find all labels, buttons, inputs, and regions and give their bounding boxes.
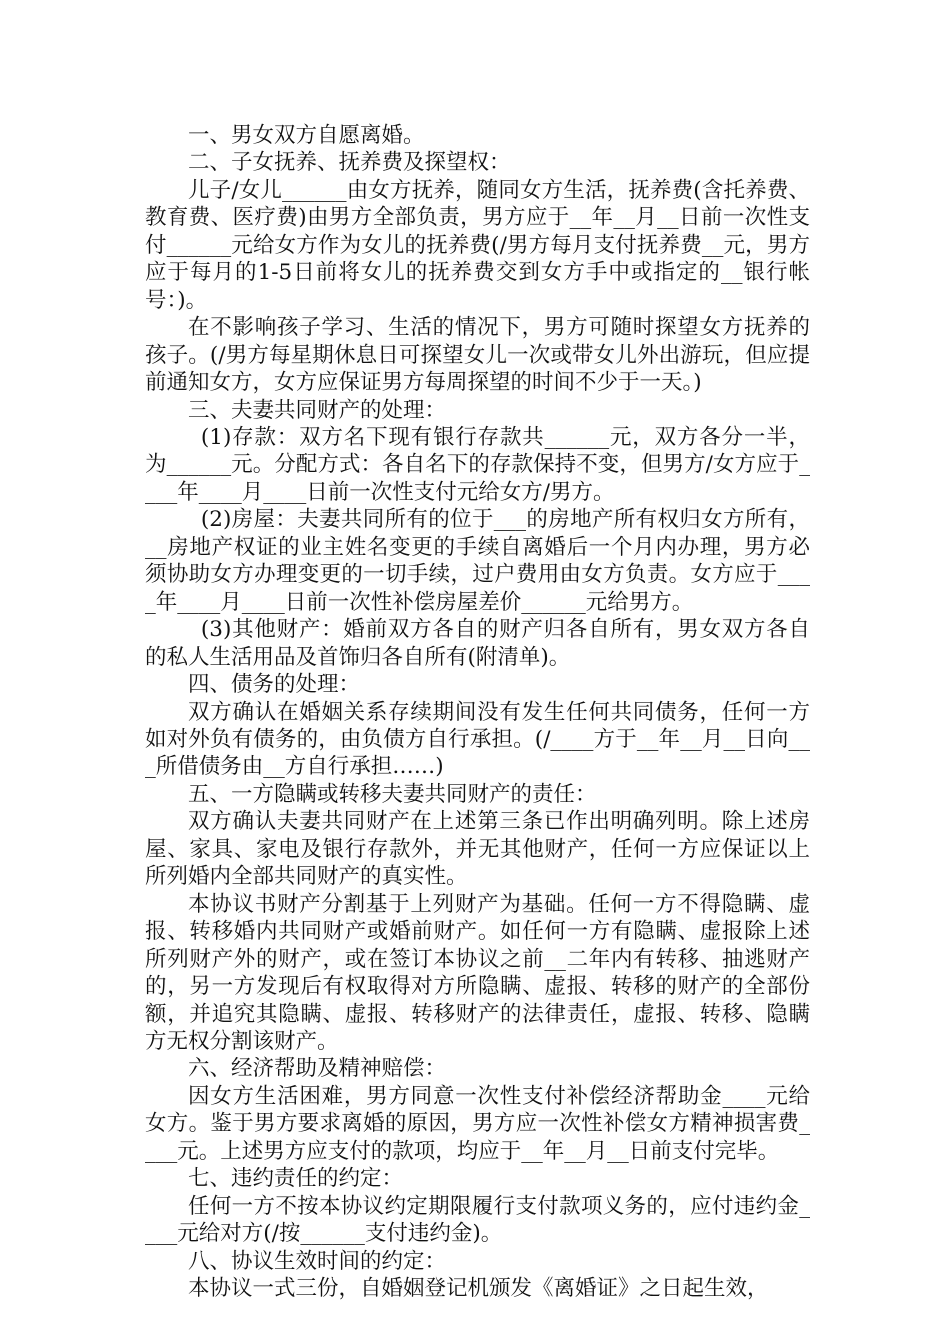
sub-item-paragraph: (2)房屋：夫妻共同所有的位于___的房地产所有权归女方所有，__房地产权证的业主姓名变更的手续自离婚后一个月内办理，男方必须协助女方办理变更的一切手续，过户费用由女方负责。女方应于____年____月____日前一次性补偿房屋差价______元给男方。 (145, 507, 810, 615)
body-paragraph: 双方确认在婚姻关系存续期间没有发生任何共同债务，任何一方如对外负有债务的，由负债方自行承担。(/____方于__年__月__日向___所借债务由__方自行承担……) (145, 699, 810, 780)
section-heading: 四、债务的处理： (188, 672, 361, 698)
section-heading: 五、一方隐瞒或转移夫妻共同财产的责任： (188, 781, 597, 807)
body-paragraph: 在不影响孩子学习、生活的情况下，男方可随时探望女方抚养的孩子。(/男方每星期休息日可探望女儿一次或带女儿外出游玩，但应提前通知女方，女方应保证男方每周探望的时间不少于一天。) (145, 315, 810, 396)
body-paragraph: 因女方生活困难，男方同意一次性支付补偿经济帮助金____元给女方。鉴于男方要求离婚的原因，男方应一次性补偿女方精神损害费____元。上述男方应支付的款项，均应于__年__月__日前支付完毕。 (145, 1083, 810, 1164)
section-heading: 七、违约责任的约定： (188, 1166, 404, 1192)
section-heading: 一、男女双方自愿离婚。 (188, 123, 425, 148)
section-heading: 三、夫妻共同财产的处理： (188, 397, 447, 423)
section-heading: 二、子女抚养、抚养费及探望权： (188, 150, 511, 176)
sub-item-paragraph: (1)存款：双方名下现有银行存款共______元，双方各分一半，为______元。分配方式：各自名下的存款保持不变，但男方/女方应于____年____月____日前一次性支付元给女方/男方。 (145, 424, 810, 505)
sub-item-paragraph: (3)其他财产：婚前双方各自的财产归各自所有，男女双方各自的私人生活用品及首饰归各自所有(附清单)。 (145, 617, 810, 670)
section-heading: 六、经济帮助及精神赔偿： (188, 1056, 447, 1082)
body-paragraph: 本协议书财产分割基于上列财产为基础。任何一方不得隐瞒、虚报、转移婚内共同财产或婚前财产。如任何一方有隐瞒、虚报除上述所列财产外的财产，或在签订本协议之前__二年内有转移、抽逃财产的，另一方发现后有权取得对方所隐瞒、虚报、转移的财产的全部份额，并追究其隐瞒、虚报、转移财产的法律责任，虚报、转移、隐瞒方无权分割该财产。 (145, 891, 810, 1054)
body-paragraph: 本协议一式三份，自婚姻登记机颁发《离婚证》之日起生效， (188, 1276, 769, 1302)
body-paragraph: 任何一方不按本协议约定期限履行支付款项义务的，应付违约金____元给对方(/按______支付违约金)。 (145, 1193, 810, 1247)
body-paragraph: 双方确认夫妻共同财产在上述第三条已作出明确列明。除上述房屋、家具、家电及银行存款外，并无其他财产，任何一方应保证以上所列婚内全部共同财产的真实性。 (145, 809, 810, 890)
agreement-body (145, 122, 810, 1302)
body-paragraph: 儿子/女儿______由女方抚养，随同女方生活，抚养费(含托养费、教育费、医疗费)由男方全部负责，男方应于__年__月__日前一次性支付______元给女方作为女儿的抚养费(/男方每月支付抚养费__元，男方应于每月的1-5日前将女儿的抚养费交到女方手中或指定的__银行帐号：)。 (145, 177, 810, 313)
section-heading: 八、协议生效时间的约定： (188, 1248, 447, 1274)
